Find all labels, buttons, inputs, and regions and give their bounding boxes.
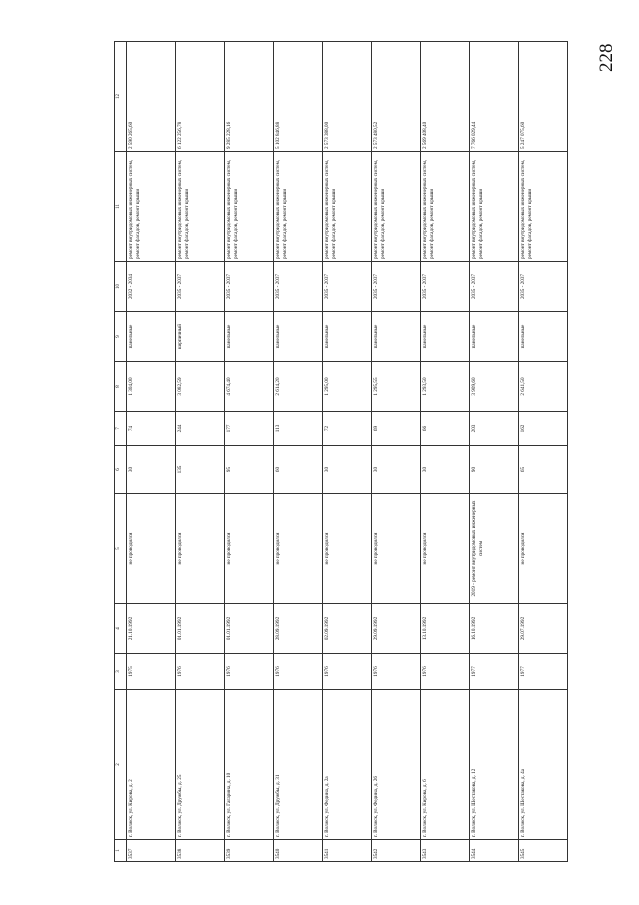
build-year: 1976	[225, 654, 274, 690]
build-year: 1975	[127, 654, 176, 690]
previous-repair: не проводился	[372, 494, 421, 604]
privatization-date: 16.10.1992	[470, 604, 519, 654]
address: г. Волжск, ул. Федина, д. 26	[372, 690, 421, 840]
planned-works: ремонт внутридомовых инженерных систем, ремонт фасадов, ремонт крыши	[421, 152, 470, 262]
planned-works: ремонт внутридомовых инженерных систем, ремонт фасадов, ремонт крыши	[470, 152, 519, 262]
address: г. Волжск, ул. Дружбы, д. 31	[274, 690, 323, 840]
planned-period: 2035 - 2037	[225, 262, 274, 312]
table-row	[519, 42, 568, 862]
col-7-value: 69	[372, 412, 421, 446]
privatization-date: 13.10.1992	[421, 604, 470, 654]
planned-works: ремонт внутридомовых инженерных систем, ремонт фасадов, ремонт крыши	[323, 152, 372, 262]
column-header: 8	[115, 362, 127, 412]
planned-works: ремонт внутридомовых инженерных систем, ремонт фасадов, ремонт крыши	[225, 152, 274, 262]
col-6-value: 135	[176, 446, 225, 494]
col-6-value: 60	[274, 446, 323, 494]
column-header: 11	[115, 152, 127, 262]
register-table	[114, 41, 568, 862]
previous-repair: не проводился	[519, 494, 568, 604]
address: г. Волжск, ул. Шестакова, д. 4а	[519, 690, 568, 840]
address: г. Волжск, ул. Федина, д. 2а	[323, 690, 372, 840]
address: г. Волжск, ул. Гагарина, д. 10	[225, 690, 274, 840]
col-7-value: 72	[323, 412, 372, 446]
page-number: 228	[596, 43, 617, 72]
column-header: 9	[115, 312, 127, 362]
cost: 6 122 256,78	[176, 42, 225, 152]
row-number: 3545	[519, 840, 568, 862]
previous-repair: 2019 - ремонт внутридомовых инженерных систем	[470, 494, 519, 604]
area: 1 295,55	[372, 362, 421, 412]
privatization-date: 29.09.1992	[372, 604, 421, 654]
planned-period: 2035 - 2037	[421, 262, 470, 312]
column-header: 3	[115, 654, 127, 690]
cost: 2 573 388,00	[323, 42, 372, 152]
area: 4 674,40	[225, 362, 274, 412]
column-header: 6	[115, 446, 127, 494]
table-row	[225, 42, 274, 862]
privatization-date: 29.07.1992	[519, 604, 568, 654]
previous-repair: не проводился	[421, 494, 470, 604]
column-header: 4	[115, 604, 127, 654]
area: 1 295,00	[323, 362, 372, 412]
planned-works: ремонт внутридомовых инженерных систем, ремонт фасадов, ремонт крыши	[127, 152, 176, 262]
table-row	[372, 42, 421, 862]
column-number-row	[115, 42, 127, 862]
address: г. Волжск, ул. Кирова, д. 6	[421, 690, 470, 840]
table-row	[470, 42, 519, 862]
row-number: 3538	[176, 840, 225, 862]
cost: 2 573 480,52	[372, 42, 421, 152]
planned-period: 2035 - 2037	[323, 262, 372, 312]
table-row	[421, 42, 470, 862]
column-header: 1	[115, 840, 127, 862]
build-year: 1976	[176, 654, 225, 690]
area: 3 082,59	[176, 362, 225, 412]
planned-works: ремонт внутридомовых инженерных систем, ремонт фасадов, ремонт крыши	[274, 152, 323, 262]
address: г. Волжск, ул. Дружбы, д. 25	[176, 690, 225, 840]
col-6-value: 65	[519, 446, 568, 494]
col-6-value: 30	[372, 446, 421, 494]
build-year: 1976	[372, 654, 421, 690]
row-number: 3544	[470, 840, 519, 862]
planned-period: 2035 - 2037	[274, 262, 323, 312]
area: 2 641,50	[519, 362, 568, 412]
address: г. Волжск, ул. Шестакова, д. 12	[470, 690, 519, 840]
cost: 7 766 029,44	[470, 42, 519, 152]
privatization-date: 28.09.1992	[274, 604, 323, 654]
planned-period: 2035 - 2037	[519, 262, 568, 312]
build-year: 1976	[421, 654, 470, 690]
col-6-value: 90	[470, 446, 519, 494]
address: г. Волжск, ул. Кирова, д. 2	[127, 690, 176, 840]
planned-period: 2035 - 2037	[372, 262, 421, 312]
col-7-value: 177	[225, 412, 274, 446]
wall-material: панельные	[519, 312, 568, 362]
cost: 2 590 265,60	[127, 42, 176, 152]
column-header: 7	[115, 412, 127, 446]
cost: 5 102 846,88	[274, 42, 323, 152]
table-body	[127, 42, 568, 862]
cost: 5 247 075,60	[519, 42, 568, 152]
col-7-value: 113	[274, 412, 323, 446]
previous-repair: не проводился	[323, 494, 372, 604]
planned-period: 2035 - 2037	[176, 262, 225, 312]
build-year: 1976	[323, 654, 372, 690]
build-year: 1977	[519, 654, 568, 690]
col-6-value: 30	[127, 446, 176, 494]
table-row	[323, 42, 372, 862]
previous-repair: не проводился	[127, 494, 176, 604]
row-number: 3541	[323, 840, 372, 862]
rotated-table-container	[114, 42, 533, 862]
row-number: 3543	[421, 840, 470, 862]
planned-works: ремонт внутридомовых инженерных систем, ремонт фасадов, ремонт крыши	[372, 152, 421, 262]
previous-repair: не проводился	[225, 494, 274, 604]
privatization-date: 02.09.1992	[323, 604, 372, 654]
wall-material: панельные	[421, 312, 470, 362]
planned-works: ремонт внутридомовых инженерных систем, ремонт фасадов, ремонт крыши	[519, 152, 568, 262]
privatization-date: 01.01.1992	[176, 604, 225, 654]
col-7-value: 66	[421, 412, 470, 446]
row-number: 3539	[225, 840, 274, 862]
column-header: 5	[115, 494, 127, 604]
privatization-date: 01.01.1992	[225, 604, 274, 654]
area: 1 304,00	[127, 362, 176, 412]
previous-repair: не проводился	[176, 494, 225, 604]
col-7-value: 162	[519, 412, 568, 446]
privatization-date: 21.10.1992	[127, 604, 176, 654]
col-6-value: 30	[323, 446, 372, 494]
table-row	[176, 42, 225, 862]
wall-material: панельные	[127, 312, 176, 362]
build-year: 1976	[274, 654, 323, 690]
column-header: 10	[115, 262, 127, 312]
area: 2 614,20	[274, 362, 323, 412]
cost: 2 569 408,40	[421, 42, 470, 152]
row-number: 3537	[127, 840, 176, 862]
build-year: 1977	[470, 654, 519, 690]
wall-material: кирпичный	[176, 312, 225, 362]
area: 1 293,50	[421, 362, 470, 412]
col-6-value: 30	[421, 446, 470, 494]
wall-material: панельные	[372, 312, 421, 362]
col-7-value: 74	[127, 412, 176, 446]
planned-works: ремонт внутридомовых инженерных систем, ремонт фасадов, ремонт крыши	[176, 152, 225, 262]
wall-material: панельные	[323, 312, 372, 362]
col-6-value: 95	[225, 446, 274, 494]
column-header: 12	[115, 42, 127, 152]
col-7-value: 244	[176, 412, 225, 446]
row-number: 3542	[372, 840, 421, 862]
cost: 9 285 228,16	[225, 42, 274, 152]
row-number: 3540	[274, 840, 323, 862]
planned-period: 2032 - 2034	[127, 262, 176, 312]
wall-material: панельные	[225, 312, 274, 362]
table-row	[274, 42, 323, 862]
wall-material: панельные	[274, 312, 323, 362]
planned-period: 2035 - 2037	[470, 262, 519, 312]
area: 3 909,60	[470, 362, 519, 412]
table-row	[127, 42, 176, 862]
column-header: 2	[115, 690, 127, 840]
previous-repair: не проводился	[274, 494, 323, 604]
col-7-value: 203	[470, 412, 519, 446]
wall-material: панельные	[470, 312, 519, 362]
